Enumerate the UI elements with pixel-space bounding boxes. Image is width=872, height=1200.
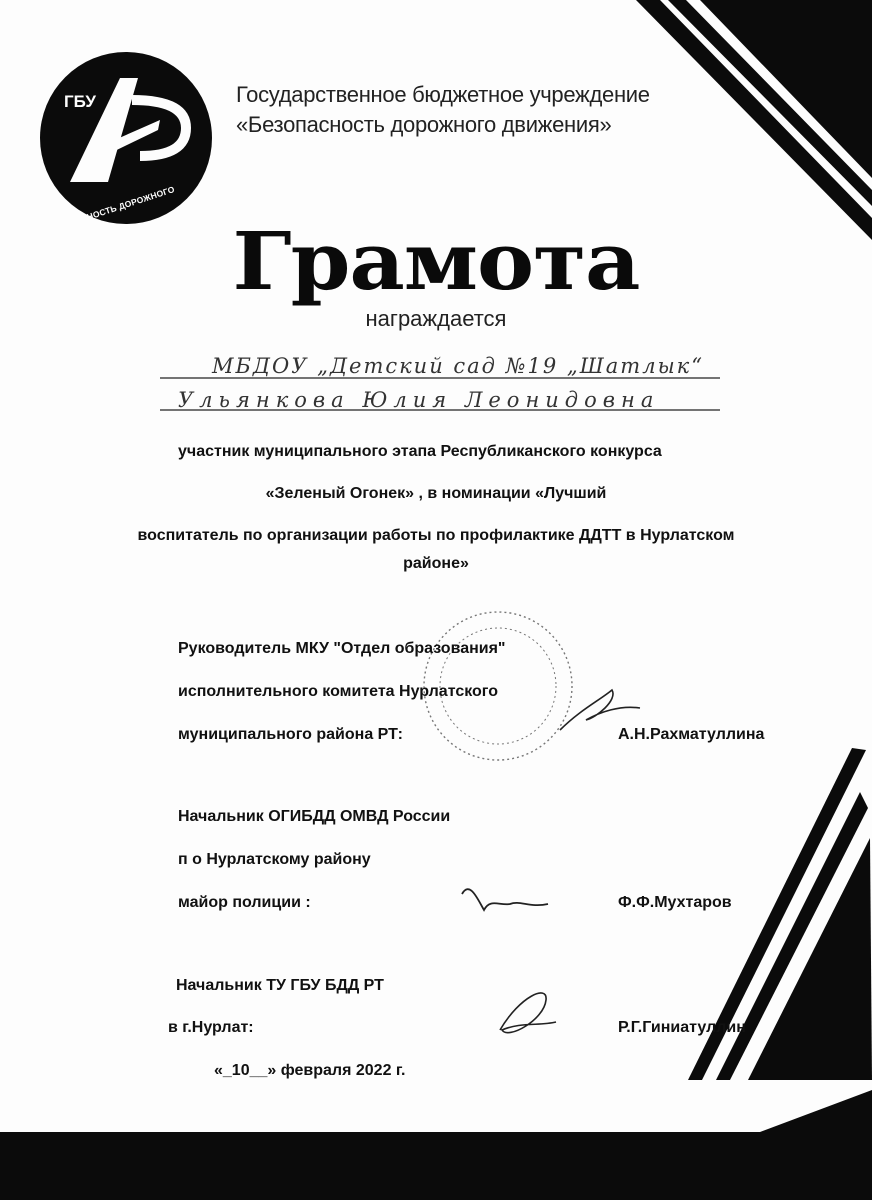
- body-text-line4: районе»: [403, 555, 469, 572]
- organization-name-line1: Государственное бюджетное учреждение: [236, 82, 650, 107]
- recipient-name: Ульянкова Юлия Леонидовна: [178, 388, 660, 412]
- certificate-subtitle: награждается: [365, 306, 507, 331]
- body-text-line1: участник муниципального этапа Республиканского конкурса: [178, 443, 662, 460]
- signatory1-name: А.Н.Рахматуллина: [618, 726, 765, 743]
- certificate-title: Грамота: [232, 214, 640, 308]
- signatory3-line2: в г.Нурлат:: [168, 1019, 254, 1036]
- logo-abbreviation: ГБУ: [64, 92, 97, 111]
- bottom-band: [0, 1132, 872, 1200]
- issue-date: «_10__» февраля 2022 г.: [214, 1062, 406, 1079]
- signatory2-name: Ф.Ф.Мухтаров: [618, 894, 732, 911]
- logo-ring-text: БЕЗОПАСНОСТЬ ДОРОЖНОГО ДВИЖЕНИЯ: [44, 184, 176, 245]
- body-text-line2: «Зеленый Огонек» , в номинации «Лучший: [265, 485, 607, 502]
- signatory1-line3: муниципального района РТ:: [178, 726, 404, 743]
- recipient-institution: МБДОУ „Детский сад №19 „Шатлык“: [212, 354, 704, 378]
- signatory2-line1: Начальник ОГИБДД ОМВД России: [178, 808, 451, 825]
- signatory2-line3: майор полиции :: [178, 894, 311, 911]
- bottom-band-wedge: [760, 1090, 872, 1132]
- signatory1-line2: исполнительного комитета Нурлатского: [178, 683, 499, 700]
- signatory3-name: Р.Г.Гиниатуллин: [618, 1019, 746, 1036]
- signatory3-line1: Начальник ТУ ГБУ БДД РТ: [176, 977, 384, 994]
- body-text-line3: воспитатель по организации работы по профилактике ДДТТ в Нурлатском: [137, 527, 735, 544]
- signatory2-line2: п о Нурлатскому району: [178, 851, 371, 868]
- signature-2: [462, 889, 548, 910]
- top-right-stripes: [636, 0, 872, 240]
- signature-3: [500, 993, 556, 1033]
- signatory1-line1: Руководитель МКУ "Отдел образования": [178, 640, 506, 657]
- organization-name-line2: «Безопасность дорожного движения»: [236, 112, 612, 137]
